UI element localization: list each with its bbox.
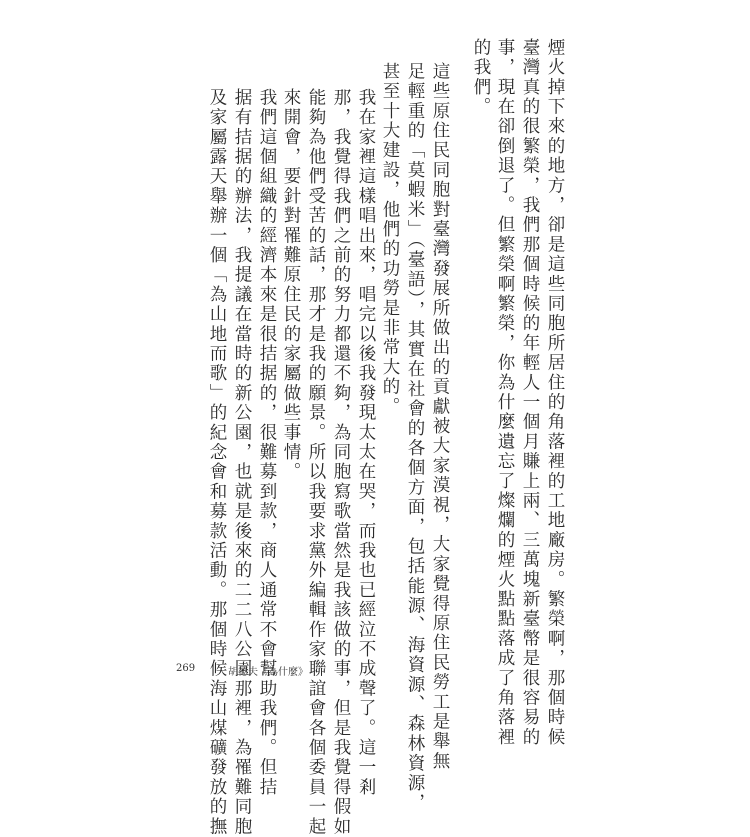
text-column-8: 我在家裡這樣唱出來，唱完以後我發現太太在哭，而我也已經泣不成聲了。這一剎 bbox=[356, 88, 376, 798]
text-column-10: 能夠為他們受苦的話，那才是我的願景。所以我要求黨外編輯作家聯誼會各個委員一起 bbox=[306, 88, 326, 837]
text-column-9: 那，我覺得我們之前的努力都還不夠，為同胞寫歌當然是我該做的事，但是我覺得假如 bbox=[331, 88, 351, 837]
text-column-11: 來開會，要針對罹難原住民的家屬做些事情。 bbox=[281, 88, 301, 482]
text-column-7: 甚至十大建設，他們的功勞是非常大的。 bbox=[380, 62, 400, 417]
text-column-6: 足輕重的「莫蝦米」（臺語），其實在社會的各個方面，包括能源、海資源、森林資源， bbox=[405, 62, 425, 813]
text-column-3: 事，現在卻倒退了。但繁榮啊繁榮，你為什麼遺忘了燦爛的煙火點點落成了角落裡 bbox=[495, 38, 515, 748]
text-column-14: 及家屬露天舉辦一個「為山地而歌」的紀念會和募款活動。那個時候海山煤礦發放的撫 bbox=[207, 88, 227, 837]
running-title: 胡德夫《為什麼》 bbox=[228, 667, 308, 678]
text-column-5: 這些原住民同胞對臺灣發展所做出的貢獻被大家漠視，大家覺得原住民勞工是舉無 bbox=[430, 62, 450, 772]
page-number: 269 bbox=[176, 663, 196, 674]
text-column-4: 的我們。 bbox=[471, 38, 491, 117]
text-column-13: 据有拮据的辦法，我提議在當時的新公園，也就是後來的二二八公園那裡，為罹難同胞 bbox=[232, 88, 252, 837]
text-column-1: 煙火掉下來的地方，卻是這些同胞所居住的角落裡的工地廠房。繁榮啊，那個時候 bbox=[545, 38, 565, 748]
text-column-2: 臺灣真的很繁榮，我們那個時候的年輕人一個月賺上兩、三萬塊新臺幣是很容易的 bbox=[520, 38, 540, 748]
text-column-12: 我們這個組織的經濟本來是很拮据的，很難募到款，商人通常不會幫助我們。但拮 bbox=[257, 88, 277, 798]
